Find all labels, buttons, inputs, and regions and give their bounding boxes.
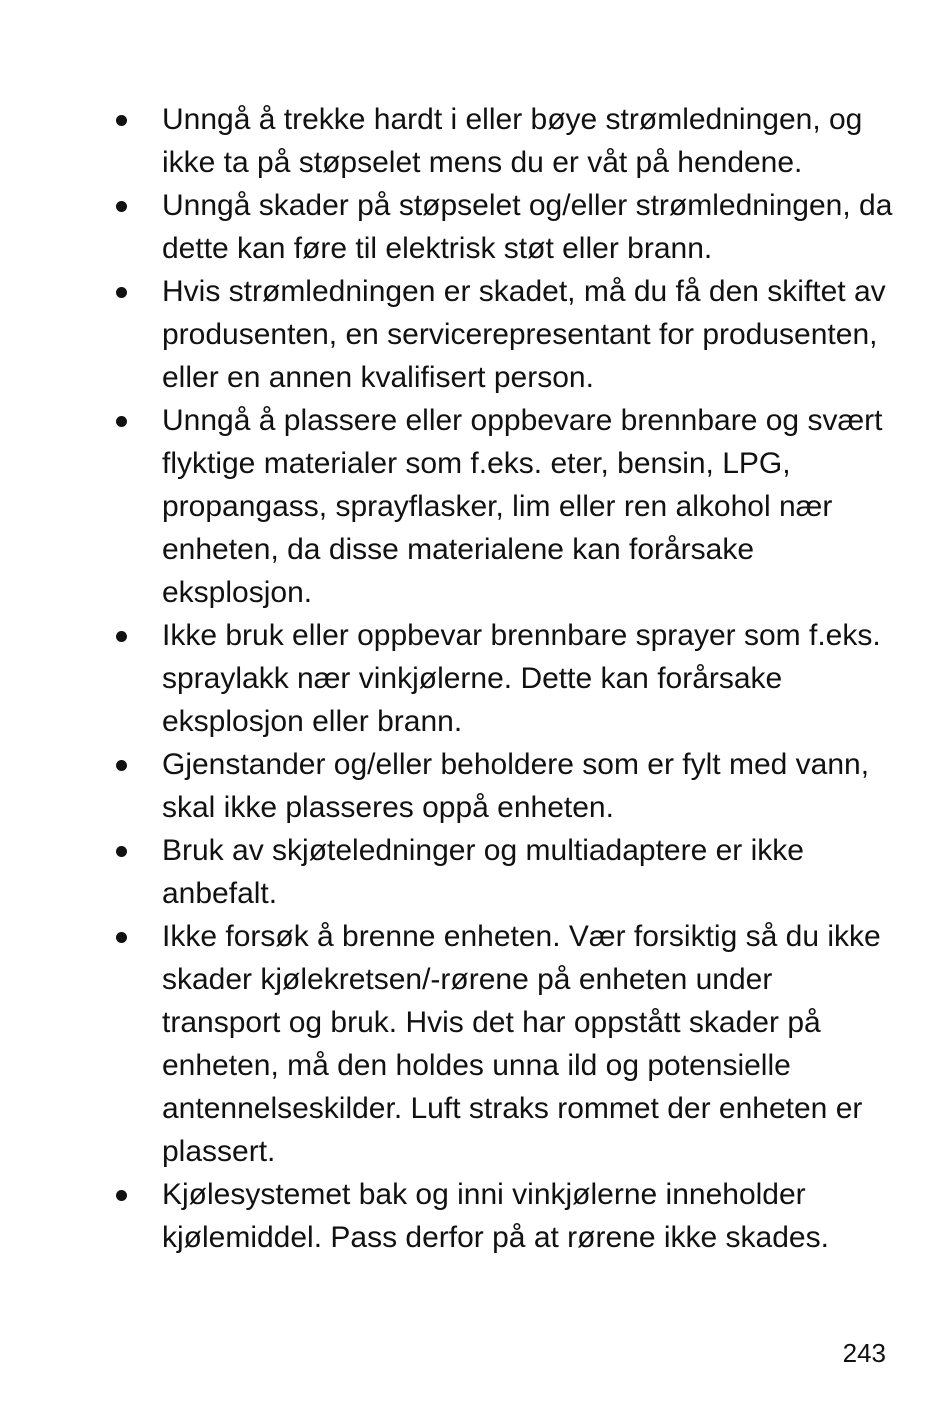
- bullet-icon: [116, 631, 127, 642]
- list-item: [0, 743, 950, 829]
- page-number: 243: [842, 1338, 886, 1368]
- bullet-icon: [116, 760, 127, 771]
- list-item-text: Bruk av skjøteledninger og multiadaptere er ikke anbefalt.: [162, 834, 804, 910]
- list-item-text: Unngå skader på støpselet og/eller strømledningen, da dette kan føre til elektrisk støt eller brann.: [162, 189, 893, 265]
- bullet-icon: [116, 115, 127, 126]
- list-item: [0, 1173, 950, 1259]
- bullet-icon: [116, 932, 127, 943]
- list-item: [0, 270, 950, 399]
- list-item: [0, 915, 950, 1173]
- list-item: [0, 98, 950, 184]
- bullet-icon: [116, 1190, 127, 1201]
- bullet-icon: [116, 287, 127, 298]
- list-item-text: Unngå å plassere eller oppbevare brennbare og svært flyktige materialer som f.eks. eter, bensin, LPG, propangass, sprayflasker, lim eller ren alkohol nær enheten, da disse materialene kan forårsake eksplosjon.: [162, 404, 883, 609]
- list-item-text: Ikke forsøk å brenne enheten. Vær forsiktig så du ikke skader kjølekretsen/-rørene på enheten under transport og bruk. Hvis det har oppstått skader på enheten, må den holdes unna ild og potensielle antennelseskilder. Luft straks rommet der enheten er plassert.: [162, 920, 881, 1168]
- list-item: [0, 614, 950, 743]
- list-item-text: Kjølesystemet bak og inni vinkjølerne inneholder kjølemiddel. Pass derfor på at rørene ikke skades.: [162, 1178, 829, 1254]
- list-item-text: Gjenstander og/eller beholdere som er fylt med vann, skal ikke plasseres oppå enheten.: [162, 748, 870, 824]
- list-item-text: Unngå å trekke hardt i eller bøye strømledningen, og ikke ta på støpselet mens du er våt på hendene.: [162, 103, 863, 179]
- list-item-text: Hvis strømledningen er skadet, må du få den skiftet av produsenten, en servicerepresentant for produsenten, eller en annen kvalifisert person.: [162, 275, 886, 394]
- bullet-icon: [116, 846, 127, 857]
- bullet-icon: [116, 416, 127, 427]
- bullet-icon: [116, 201, 127, 212]
- safety-bullet-list: [0, 98, 950, 1259]
- list-item-text: Ikke bruk eller oppbevar brennbare sprayer som f.eks. spraylakk nær vinkjølerne. Dette kan forårsake eksplosjon eller brann.: [162, 619, 881, 738]
- list-item: [0, 829, 950, 915]
- list-item: [0, 399, 950, 614]
- list-item: [0, 184, 950, 270]
